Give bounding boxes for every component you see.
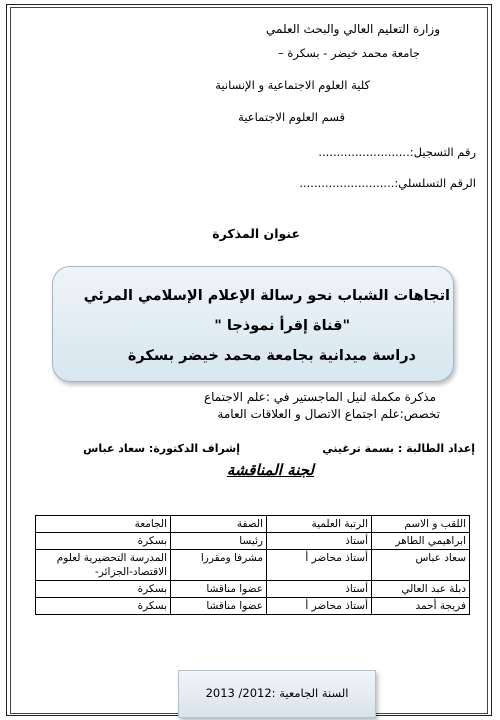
cell-rank: أستاذ	[267, 581, 372, 598]
cell-role: رئيسا	[171, 533, 267, 550]
table-header-row	[36, 516, 470, 533]
specialization-line: تخصص:علم اجتماع الاتصال و العلاقات العامة	[217, 407, 440, 421]
academic-year-box	[178, 670, 376, 718]
table-row	[36, 598, 470, 615]
header-cell-name: اللقب و الاسم	[372, 516, 470, 533]
header-cell-rank: الرتبة العلمية	[267, 516, 372, 533]
cell-rank: أستاذ	[267, 533, 372, 550]
registration-number: رقم التسجيل:.........................	[318, 145, 476, 159]
thesis-title-line-1: اتجاهات الشباب نحو رسالة الإعلام الإسلامي المرئي	[83, 288, 450, 304]
jury-table	[35, 515, 470, 615]
supervisor-name: إشراف الدكتورة: سعاد عباس	[83, 442, 240, 455]
degree-line: مذكرة مكملة لنيل الماجستير في :علم الاجتماع	[203, 390, 436, 404]
cell-university: المدرسة التحضيرية لعلوم الاقتصاد-الجزائر-	[36, 550, 171, 581]
cell-rank: أستاذ محاضر أ	[267, 550, 372, 581]
table-row	[36, 581, 470, 598]
university-name: جامعة محمد خيضر - بسكرة –	[277, 46, 420, 60]
header-cell-role: الصفة	[171, 516, 267, 533]
table-row	[36, 533, 470, 550]
cell-university: بسكرة	[36, 598, 171, 615]
committee-title: لجنة المناقشة	[226, 461, 314, 479]
cell-name: سعاد عباس	[372, 550, 470, 581]
cell-name: ابراهيمي الطاهر	[372, 533, 470, 550]
cell-role: مشرفا ومقررا	[171, 550, 267, 581]
cell-university: بسكرة	[36, 581, 171, 598]
faculty-name: كلية العلوم الاجتماعية و الإنسانية	[215, 78, 370, 92]
cell-name: فريجة أحمد	[372, 598, 470, 615]
academic-year: السنة الجامعية :2012/ 2013	[205, 686, 349, 700]
serial-number: الرقم التسلسلي:..........................	[299, 176, 476, 190]
table-row	[36, 550, 470, 581]
ministry-name: وزارة التعليم العالي والبحث العلمي	[266, 22, 440, 36]
cell-rank: أستاذ محاضر أ	[267, 598, 372, 615]
thesis-title-line-3: دراسة ميدانية بجامعة محمد خيضر بسكرة	[127, 348, 416, 364]
memo-title-label: عنوان المذكرة	[212, 226, 300, 241]
cell-university: بسكرة	[36, 533, 171, 550]
header-cell-university: الجامعة	[36, 516, 171, 533]
cell-role: عضوا مناقشا	[171, 598, 267, 615]
student-name: إعداد الطالبة : بسمة ترغيني	[322, 442, 475, 455]
cell-name: دبلة عبد العالي	[372, 581, 470, 598]
cell-role: عضوا مناقشا	[171, 581, 267, 598]
thesis-title-line-2: "قناة إقرأ نموذجا "	[214, 318, 350, 334]
department-name: قسم العلوم الاجتماعية	[238, 110, 345, 124]
